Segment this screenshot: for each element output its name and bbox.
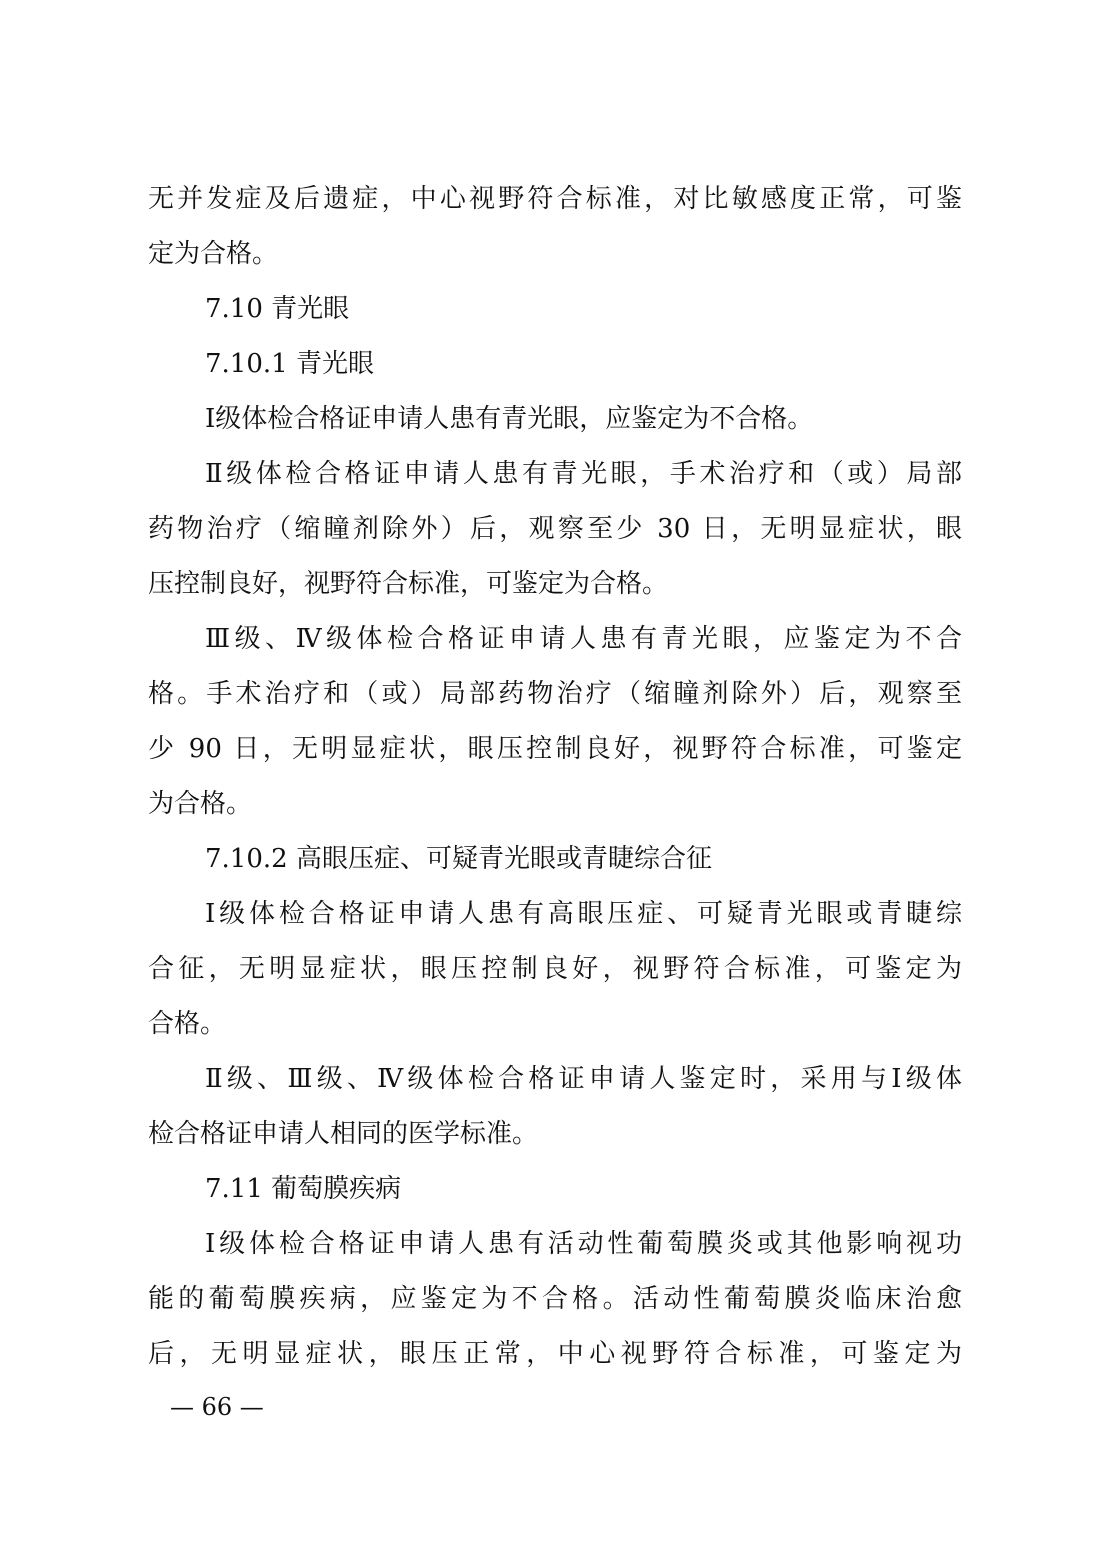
text-line: 定为合格。 (148, 239, 279, 269)
text-line: 后，无明显症状，眼压正常，中心视野符合标准，可鉴定为 (148, 1339, 962, 1369)
text-line: 7.10.1 青光眼 (205, 349, 374, 379)
text-line: 压控制良好，视野符合标准，可鉴定为合格。 (148, 569, 669, 599)
text-line: Ⅲ级、Ⅳ级体检合格证申请人患有青光眼，应鉴定为不合 (205, 624, 962, 654)
text-line: 能的葡萄膜疾病，应鉴定为不合格。活动性葡萄膜炎临床治愈 (148, 1284, 962, 1314)
text-line: 7.10 青光眼 (205, 294, 350, 324)
text-line: Ⅱ级、Ⅲ级、Ⅳ级体检合格证申请人鉴定时，采用与Ⅰ级体 (205, 1064, 962, 1094)
text-line: 少 90 日，无明显症状，眼压控制良好，视野符合标准，可鉴定 (148, 734, 962, 764)
document-body (148, 172, 962, 1382)
text-line: 7.10.2 高眼压症、可疑青光眼或青睫综合征 (205, 844, 712, 874)
text-line: Ⅰ级体检合格证申请人患有高眼压症、可疑青光眼或青睫综 (205, 899, 962, 929)
text-line: 无并发症及后遗症，中心视野符合标准，对比敏感度正常，可鉴 (148, 184, 962, 214)
text-line: Ⅱ级体检合格证申请人患有青光眼，手术治疗和（或）局部 (205, 459, 962, 489)
text-line: Ⅰ级体检合格证申请人患有青光眼，应鉴定为不合格。 (205, 404, 814, 434)
text-line: 药物治疗（缩瞳剂除外）后，观察至少 30 日，无明显症状，眼 (148, 514, 962, 544)
text-line: 为合格。 (148, 789, 253, 819)
text-line: 检合格证申请人相同的医学标准。 (148, 1119, 539, 1149)
text-line: 合征，无明显症状，眼压控制良好，视野符合标准，可鉴定为 (148, 954, 962, 984)
text-line: 合格。 (148, 1009, 227, 1039)
page-number: — 66 — (170, 1393, 264, 1421)
text-line: Ⅰ级体检合格证申请人患有活动性葡萄膜炎或其他影响视功 (205, 1229, 962, 1259)
text-line: 格。手术治疗和（或）局部药物治疗（缩瞳剂除外）后，观察至 (148, 679, 962, 709)
text-line: 7.11 葡萄膜疾病 (205, 1174, 402, 1204)
